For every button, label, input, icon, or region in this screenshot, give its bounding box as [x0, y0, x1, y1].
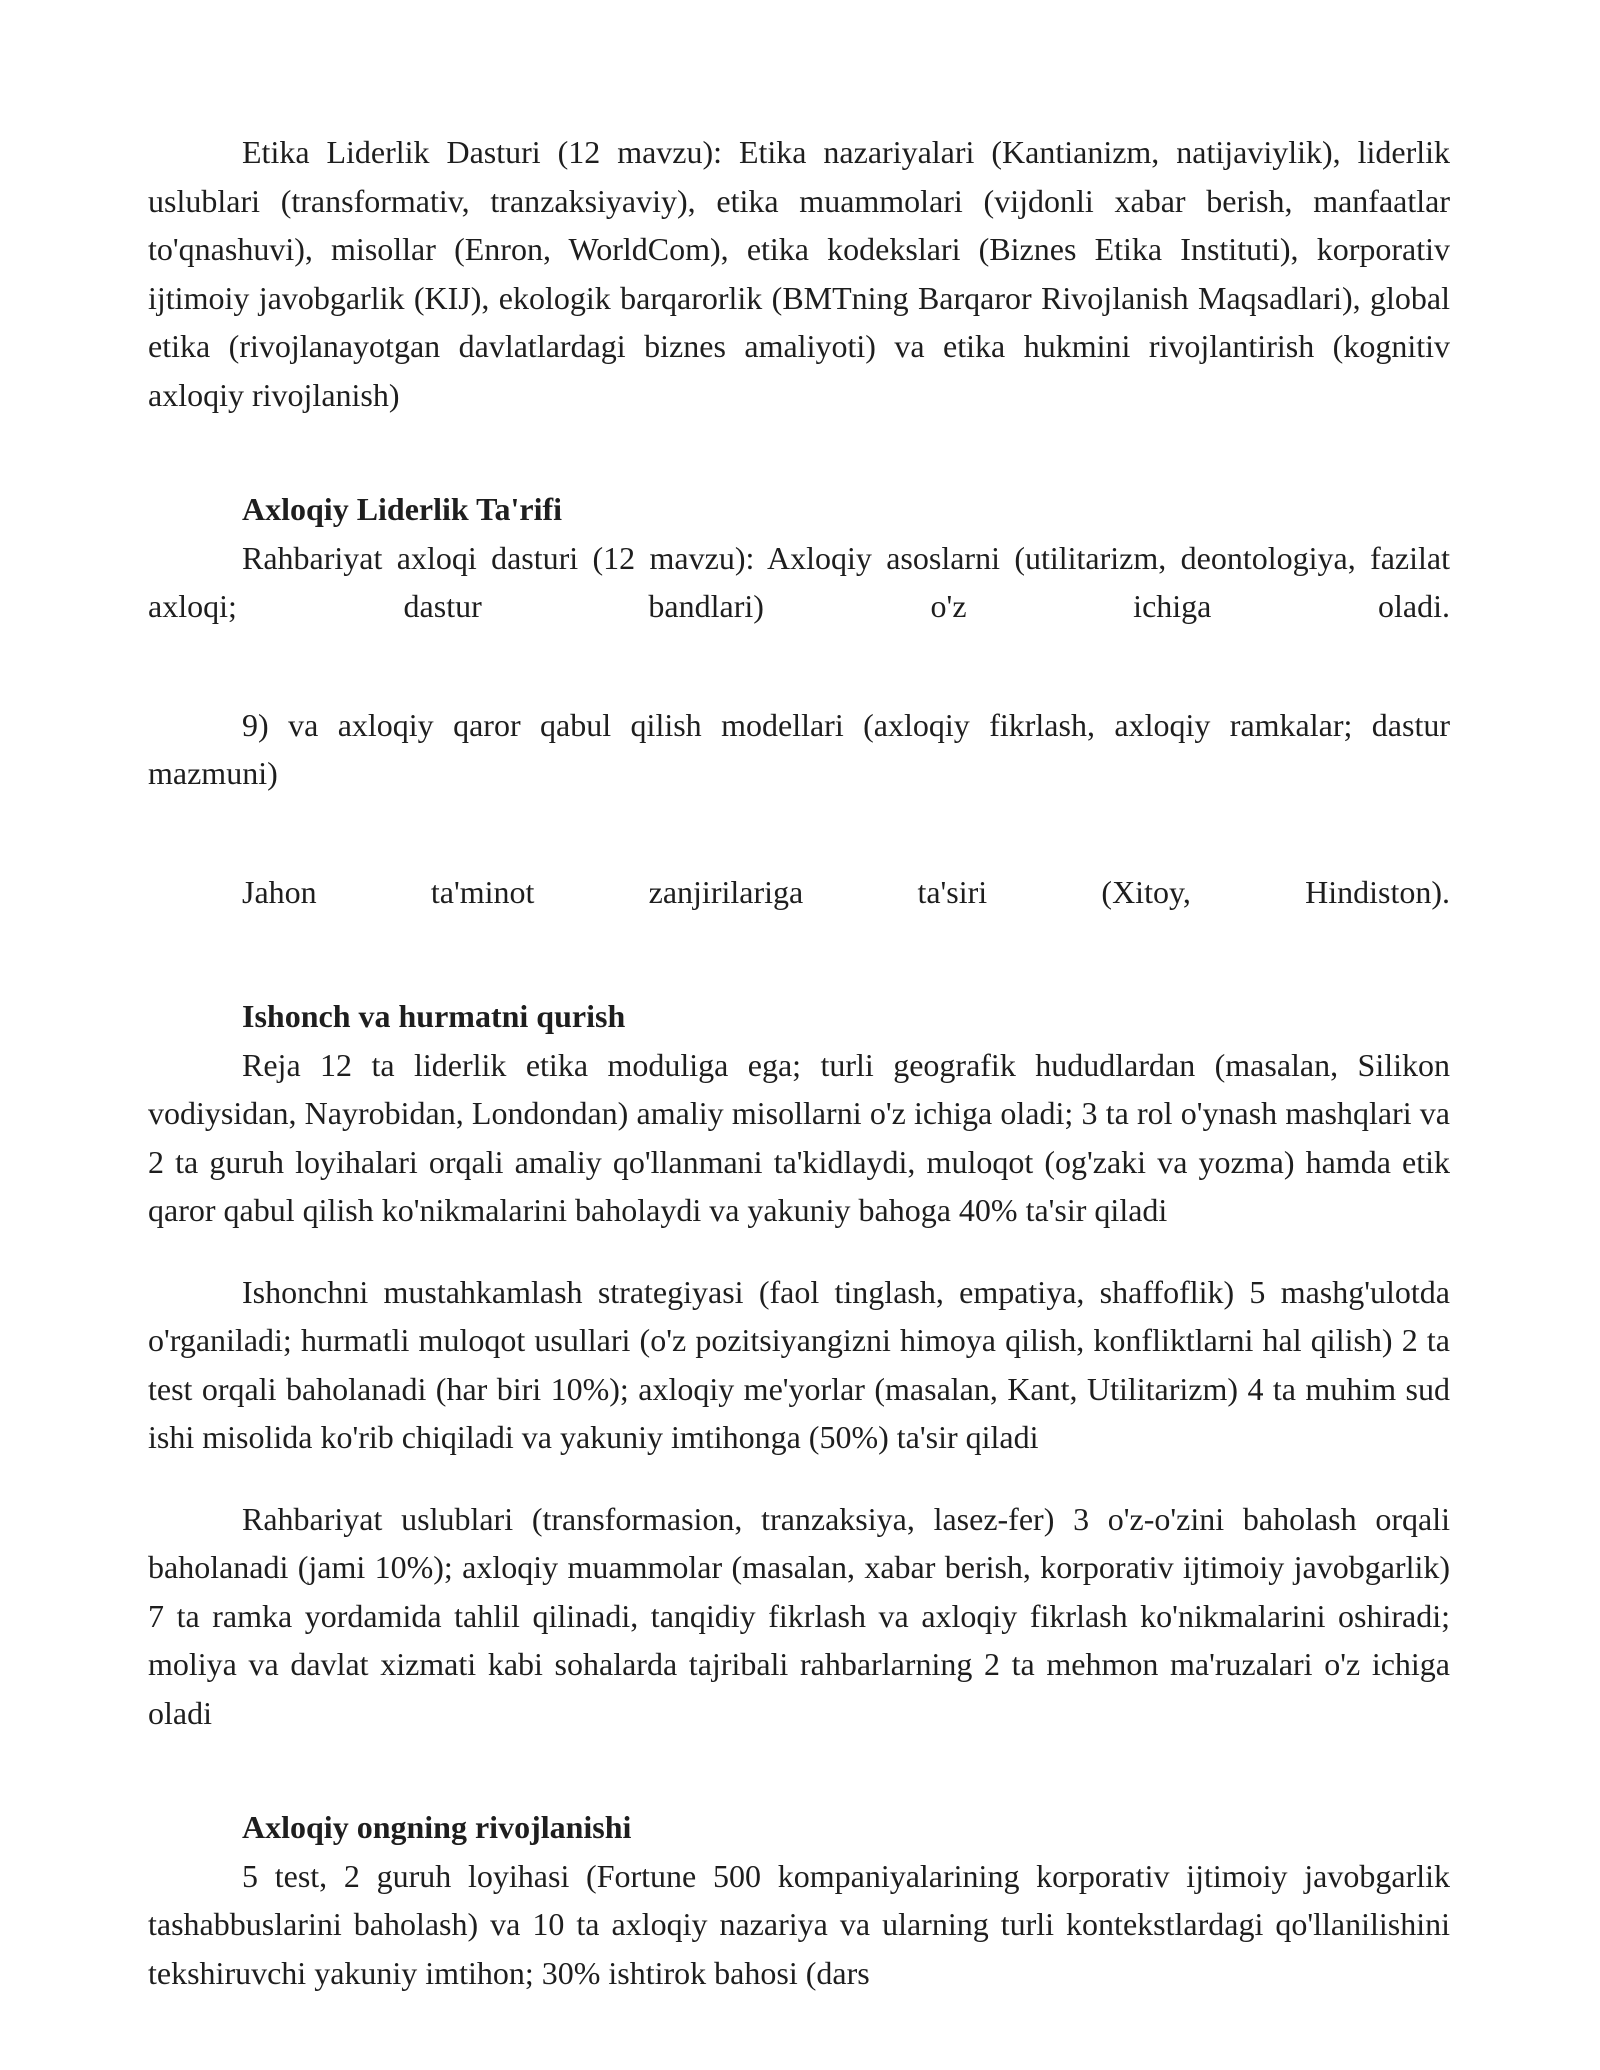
- paragraph-trust-strategy: Ishonchni mustahkamlash strategiyasi (faol tinglash, empatiya, shaffoflik) 5 mashg'ulotda o'rganiladi; hurmatli muloqot usullari (o'z pozitsiyangizni himoya qilish, konfliktlarni hal qilish) 2 ta test orqali baholanadi (har biri 10%); axloqiy me'yorlar (masalan, Kant, Utilitarizm) 4 ta muhim sud ishi misolida ko'rib chiqiladi va yakuniy imtihonga (50%) ta'sir qiladi: [148, 1273, 1450, 1455]
- paragraph-decision-models: 9) va axloqiy qaror qabul qilish modellari (axloqiy fikrlash, axloqiy ramkalar; dastur mazmuni): [148, 706, 1450, 791]
- spacer: [148, 798, 1450, 868]
- spacer: [148, 1235, 1450, 1268]
- paragraph-ethics-leadership-program: Etika Liderlik Dasturi (12 mavzu): Etika nazariyalari (Kantianizm, natijaviylik), liderlik uslublari (transformativ, tranzaksiyaviy), etika muammolari (vijdonli xabar berish, manfaatlar to'qnashuvi), misollar (Enron, WorldCom), etika kodekslari (Biznes Etika Instituti), korporativ ijtimoiy javobgarlik (KIJ), ekologik barqarorlik (BMTning Barqaror Rivojlanish Maqsadlari), global etika (rivojlanayotgan davlatlardagi biznes amaliyoti) va etika hukmini rivojlantirish (kognitiv axloqiy rivojlanish): [148, 134, 1450, 413]
- spacer: [148, 631, 1450, 701]
- document-page: [148, 128, 1450, 1997]
- heading-moral-awareness-development: Axloqiy ongning rivojlanishi: [242, 1809, 632, 1845]
- heading-building-trust-respect: Ishonch va hurmatni qurish: [242, 998, 626, 1034]
- spacer: [148, 1462, 1450, 1495]
- paragraph-supply-chain-impact: Jahon ta'minot zanjirilariga ta'siri (Xitoy, Hindiston).: [242, 873, 1450, 910]
- paragraph-tests-projects: 5 test, 2 guruh loyihasi (Fortune 500 kompaniyalarining korporativ ijtimoiy javobgarlik tashabbuslarini baholash) va 10 ta axloqiy nazariya va ularning turli kontekstlardagi qo'llanilishini tekshiruvchi yakuniy imtihon; 30% ishtirok bahosi (dars: [148, 1857, 1450, 1991]
- spacer: [148, 1737, 1450, 1803]
- spacer: [148, 916, 1450, 992]
- paragraph-management-ethics-program: Rahbariyat axloqi dasturi (12 mavzu): Axloqiy asoslarni (utilitarizm, deontologiya, fazilat axloqi; dastur bandlari) o'z ichiga oladi.: [148, 539, 1450, 624]
- spacer: [148, 419, 1450, 485]
- heading-ethical-leadership-definition: Axloqiy Liderlik Ta'rifi: [242, 491, 563, 527]
- paragraph-leadership-styles: Rahbariyat uslublari (transformasion, tranzaksiya, lasez-fer) 3 o'z-o'zini baholash orqali baholanadi (jami 10%); axloqiy muammolar (masalan, xabar berish, korporativ ijtimoiy javobgarlik) 7 ta ramka yordamida tahlil qilinadi, tanqidiy fikrlash va axloqiy fikrlash ko'nikmalarini oshiradi; moliya va davlat xizmati kabi sohalarda tajribali rahbarlarning 2 ta mehmon ma'ruzalari o'z ichiga oladi: [148, 1500, 1450, 1731]
- paragraph-plan-modules: Reja 12 ta liderlik etika moduliga ega; turli geografik hududlardan (masalan, Silikon vodiysidan, Nayrobidan, Londondan) amaliy misollarni o'z ichiga oladi; 3 ta rol o'ynash mashqlari va 2 ta guruh loyihalari orqali amaliy qo'llanmani ta'kidlaydi, muloqot (og'zaki va yozma) hamda etik qaror qabul qilish ko'nikmalarini baholaydi va yakuniy bahoga 40% ta'sir qiladi: [148, 1046, 1450, 1228]
